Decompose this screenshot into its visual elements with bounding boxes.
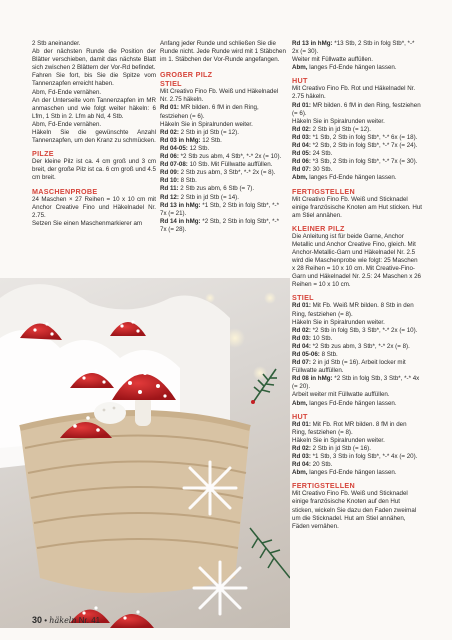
round-label: Rd 13 in hMg:	[160, 201, 201, 209]
instruction-row	[292, 166, 422, 174]
instruction-row	[292, 335, 422, 343]
round-text: *1 Stb, 3 Stb in folg Stb*, *-* 4x (= 20).	[310, 453, 418, 461]
instruction-row	[292, 453, 422, 461]
column-right	[292, 40, 422, 531]
round-label: Rd 09:	[160, 169, 179, 177]
round-text: 24 Stb.	[310, 150, 333, 158]
instruction-row	[292, 469, 422, 477]
paragraph: Der kleine Pilz ist ca. 4 cm groß und 3 cm breit, der große Pilz ist ca. 6 cm groß und 4.5 cm breit.	[32, 158, 156, 182]
round-label: Rd 07:	[292, 359, 311, 367]
paragraph: Die Anleitung ist für beide Garne, Anchor Metallic und Anchor Creative Fino, gleich. Mit Anchor-Metallic-Garn und Häkelnadel Nr. 2.5 wird die Maschenprobe wie folgt: 25 Maschen x 28 Reihen = 10 x 10 cm. Mit Creative-Fino-Garn und Häkelnadel Nr. 2.5: 24 Maschen x 26 Reihen = 10 x 10 cm.	[292, 232, 421, 289]
round-text: Mit Fb. Weiß MR bilden. 8 Stb in den Ring, festziehen (= 8).	[292, 302, 414, 318]
round-text: 2 Stb in jd Stb (= 12).	[178, 128, 239, 136]
instruction-row	[160, 129, 286, 137]
instruction-row	[160, 169, 286, 177]
section-title-fertigstellen: FERTIGSTELLEN	[292, 481, 355, 491]
instruction-row	[160, 137, 286, 145]
magazine-brand: häkeln	[49, 616, 77, 625]
mushroom-basket-illustration	[0, 278, 290, 628]
footer-bullet: •	[44, 616, 48, 625]
round-text: 12 Stb.	[187, 144, 210, 152]
page-footer	[32, 615, 100, 625]
round-label: Rd 06:	[160, 153, 179, 161]
round-text: 2 Stb in jd Stb (= 14).	[178, 193, 239, 201]
round-label: Rd 04-05:	[160, 144, 188, 152]
round-label: Rd 02:	[292, 326, 311, 334]
round-label: Rd 01:	[292, 101, 311, 109]
round-label: Rd 05:	[292, 150, 311, 158]
round-label: Rd 01:	[160, 104, 179, 112]
round-label: Rd 04:	[292, 142, 311, 150]
instruction-row	[292, 421, 422, 437]
instruction-row	[160, 194, 286, 202]
paragraph: Anfang jeder Runde und schließen Sie die Runde nicht. Jede Runde wird mit 1 Stäbchen im 1. Stäbchen der Vor-Runde angefangen.	[160, 40, 286, 64]
mushroom-small	[110, 610, 154, 628]
round-label: Rd 07:	[292, 166, 311, 174]
instruction-row	[292, 158, 422, 166]
instruction-row	[292, 102, 422, 118]
paragraph: Häkeln Sie in Spiralrunden weiter.	[292, 436, 385, 444]
section-title-grosser-pilz: GROẞER PILZ	[160, 70, 213, 80]
instruction-row	[160, 177, 286, 185]
round-label: Rd 03:	[292, 334, 311, 342]
paragraph: Mit Creativo Fino Fb. Weiß und Häkelnadel Nr. 2.75 häkeln.	[160, 88, 279, 104]
paragraph: 24 Maschen × 27 Reihen = 10 x 10 cm mit Anchor Creative Fino und Häkelnadel Nr. 2.75.	[32, 195, 156, 219]
round-label: Rd 03:	[292, 453, 311, 461]
paragraph: An der Unterseite vom Tannenzapfen im MR anmaschen und wie folgt weiter häkeln: 6 Lfm, 1 Stb in 2. Lfm ab Nd, 4 Stb.	[32, 96, 156, 120]
snowflake-icon	[184, 462, 236, 514]
round-text: 2 Stb in jd Stb (= 16).	[310, 444, 371, 452]
instruction-row	[292, 461, 422, 469]
round-text: langes Fd-Ende hängen lassen.	[307, 469, 397, 477]
round-label: Rd 10:	[160, 177, 179, 185]
round-label: Rd 02:	[292, 125, 311, 133]
section-title-fertigstellen: FERTIGSTELLEN	[292, 186, 355, 196]
round-text: langes Fd-Ende hängen lassen.	[307, 399, 397, 407]
column-middle	[160, 40, 286, 234]
issue-number: Nr. 41	[78, 616, 101, 625]
section-title-stiel: STIEL	[160, 79, 182, 89]
round-text: *1 Stb, 2 Stb in folg Stb*, *-* 7x (= 21).	[160, 201, 279, 217]
instruction-row	[160, 145, 286, 153]
round-label: Rd 02:	[292, 444, 311, 452]
round-label: Abm,	[292, 174, 308, 182]
round-text: 20 Stb.	[310, 461, 333, 469]
round-text: 2 Stb zus abm, 6 Stb (= 7).	[178, 185, 255, 193]
paragraph: Häkeln Sie in Spiralrunden weiter.	[292, 318, 385, 326]
paragraph: Häkeln Sie in Spiralrunden weiter.	[160, 120, 253, 128]
section-title-maschenprobe: MASCHENPROBE	[32, 186, 98, 196]
round-text: *2 Stb zus abm, 4 Stb*, *-* 2x (= 10).	[178, 153, 282, 161]
round-label: Abm,	[292, 399, 308, 407]
column-left	[32, 40, 156, 228]
page-number: 30	[32, 615, 43, 625]
round-label: Rd 08 in hMg:	[292, 375, 333, 383]
round-label: Rd 01:	[292, 420, 311, 428]
round-label: Abm,	[292, 469, 308, 477]
round-text: *2 Stb, 2 Stb in folg Stb*, *-* 7x (= 24).	[310, 142, 418, 150]
section-title-hut: HUT	[292, 411, 308, 421]
round-text: *2 Stb in folg Stb, 3 Stb*, *-* 2x (= 10).	[310, 326, 418, 334]
instruction-row	[292, 343, 422, 351]
round-text: 2 Stb in jd Stb (= 12).	[310, 125, 371, 133]
paragraph: Weiter mit Füllwatte auffüllen.	[292, 56, 373, 64]
instruction-row	[292, 302, 422, 318]
instruction-row	[292, 126, 422, 134]
round-text: 10 Stb.	[310, 334, 333, 342]
instruction-row	[292, 351, 422, 359]
round-text: 8 Stb.	[319, 351, 338, 358]
round-text: Mit Fb. Rot MR bilden. 8 fM in den Ring, festziehen (= 8).	[292, 420, 407, 436]
paragraph: Häkeln Sie die gewünschte Anzahl Tannenzapfen, um den Kranz zu schmücken.	[32, 129, 156, 145]
round-text: MR bilden. 6 fM in den Ring, festziehen (= 6).	[292, 101, 421, 117]
round-text: *2 Stb zus abm, 3 Stb*, *-* 2x (= 8).	[310, 342, 410, 350]
round-label: Rd 05-06:	[292, 351, 320, 358]
instruction-row	[292, 359, 422, 375]
instruction-row	[292, 64, 422, 72]
round-label: Rd 02:	[160, 128, 179, 136]
paragraph: Mit Creativo Fino Fb. Weiß und Sticknadel einige französische Knoten am Hut sticken. Hut am Stiel annähen.	[292, 195, 423, 219]
pine-branch-icon	[250, 528, 290, 578]
round-text: MR bilden. 6 fM in den Ring, festziehen (= 6).	[160, 104, 259, 120]
round-label: Rd 04:	[292, 342, 311, 350]
section-title-stiel: STIEL	[292, 293, 314, 303]
instruction-row	[160, 161, 286, 169]
round-label: Abm,	[292, 64, 308, 72]
round-text: *1 Stb, 2 Stb in folg Stb*, *-* 6x (= 18).	[310, 133, 418, 141]
round-text: *2 Stb in folg Stb, 3 Stb*, *-* 4x (= 20).	[292, 375, 420, 391]
round-label: Rd 03:	[292, 133, 311, 141]
mushroom-white	[94, 402, 126, 424]
round-text: langes Fd-Ende hängen lassen.	[307, 64, 397, 72]
round-label: Rd 07-08:	[160, 161, 188, 169]
paragraph: Ab der nächsten Runde die Position der Blätter verschieben, damit das nächste Blatt sich zwischen 2 Blättern der Vor-Rd befindet.	[32, 48, 156, 72]
paragraph: Abm, Fd-Ende vernähen.	[32, 120, 102, 128]
snowflake-icon	[194, 562, 246, 614]
mushroom-basket-photo	[0, 278, 290, 628]
instruction-row	[292, 375, 422, 391]
instruction-row	[292, 134, 422, 142]
paragraph: Mit Creativo Fino Fb. Rot und Häkelnadel Nr. 2.75 häkeln.	[292, 85, 416, 101]
round-text: 30 Stb.	[310, 166, 333, 174]
paragraph: Fahren Sie fort, bis Sie die Spitze vom Tannenzapfen erreicht haben.	[32, 72, 156, 88]
section-title-kleiner-pilz: KLEINER PILZ	[292, 223, 345, 233]
paragraph: Häkeln Sie in Spiralrunden weiter.	[292, 117, 385, 125]
round-text: 10 Stb. Mit Füllwatte auffüllen.	[187, 161, 273, 169]
round-label: Rd 04:	[292, 461, 311, 469]
instruction-row	[292, 327, 422, 335]
instruction-row	[292, 445, 422, 453]
instruction-row	[160, 153, 286, 161]
round-text: 2 Stb zus abm, 3 Stb*, *-* 2x (= 8).	[178, 169, 276, 177]
pine-sprig-icon	[250, 365, 280, 405]
round-label: Rd 03 in hMg:	[160, 136, 201, 144]
instruction-row	[160, 218, 286, 234]
round-text: 12 Stb.	[200, 136, 222, 144]
instruction-row	[292, 400, 422, 408]
round-label: Rd 13 in hMg:	[292, 40, 333, 47]
round-text: *3 Stb, 2 Stb in folg Stb*, *-* 7x (= 30).	[310, 158, 418, 166]
round-label: Rd 14 in hMg:	[160, 217, 201, 225]
round-text: *2 Stb, 2 Stb in folg Stb*, *-* 7x (= 28).	[160, 217, 279, 233]
round-text: langes Fd-Ende hängen lassen.	[307, 174, 397, 182]
paragraph: Setzen Sie einen Maschenmarkierer am	[32, 219, 143, 227]
instruction-row	[292, 40, 422, 56]
round-text: *13 Stb, 2 Stb in folg Stb*, *-* 2x (= 30).	[292, 40, 415, 56]
round-text: 8 Stb.	[178, 177, 197, 185]
paragraph: Mit Creativo Fino Fb. Weiß und Sticknadel einige französische Knoten auf den Hut sticken, wickeln Sie dazu den Faden zweimal um die Sticknadel. Hut am Stiel annähen, Fäden vernähen.	[292, 490, 417, 530]
instruction-row	[292, 150, 422, 158]
instruction-row	[160, 104, 286, 120]
section-title-pilze: PILZE	[32, 149, 54, 159]
round-text: 2 in jd Stb (= 16). Arbeit locker mit Füllwatte auffüllen.	[292, 359, 406, 375]
section-title-hut: HUT	[292, 76, 308, 86]
paragraph: Arbeit weiter mit Füllwatte auffüllen.	[292, 391, 390, 399]
round-label: Rd 11:	[160, 185, 179, 193]
instruction-row	[160, 202, 286, 218]
instruction-row	[160, 185, 286, 193]
paragraph: 2 Stb aneinander.	[32, 40, 81, 47]
round-label: Rd 12:	[160, 193, 179, 201]
instruction-row	[292, 174, 422, 182]
round-label: Rd 06:	[292, 158, 311, 166]
paragraph: Abm, Fd-Ende vernähen.	[32, 88, 102, 96]
round-label: Rd 01:	[292, 302, 311, 310]
instruction-row	[292, 142, 422, 150]
